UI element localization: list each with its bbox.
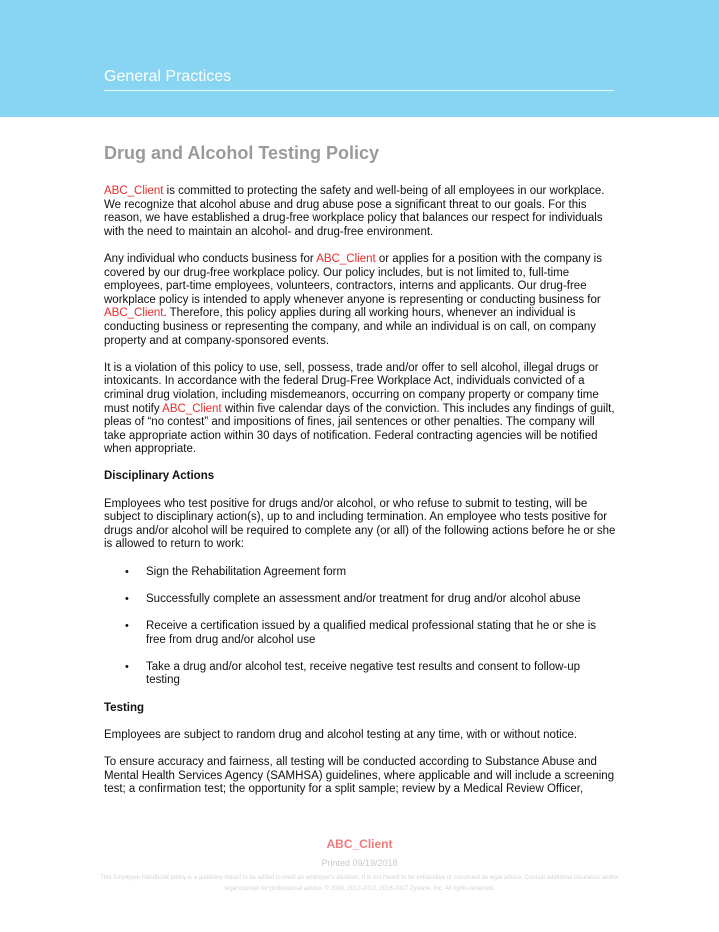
paragraph-text: Any individual who conducts business for (104, 252, 317, 265)
footer-printed-date: Printed 09/19/2018 (321, 858, 398, 868)
paragraph-text: or applies for a position with the company is covered by our drug-free workplace policy. Our policy includes, but is not limited to, full-time employees, part-time employees, volunteers, contractors, interns and applicants. Our drug-free workplace policy is intended to apply whenever anyone is representing or conducting business for (104, 252, 602, 306)
list-item: • Receive a certification issued by a qualified medical professional stating that he or she is free from drug and/or alcohol use (125, 620, 597, 646)
heading-disciplinary-actions: Disciplinary Actions (104, 470, 215, 483)
list-item: • Sign the Rehabilitation Agreement form (125, 565, 347, 578)
footer-client-name: ABC_Client (326, 837, 393, 851)
client-name: ABC_Client (104, 185, 164, 197)
header-divider (104, 90, 614, 91)
client-name: ABC_Client (104, 307, 164, 320)
bullet-icon: • (125, 565, 129, 578)
paragraph-disciplinary-intro: Employees who test positive for drugs and/or alcohol, or who refuse to submit to testing, will be subject to disciplinary action(s), up to and including termination. An employee who tests positive for drugs and/or alcohol will be required to complete any (or all) of the following actions before he or she is allowed to return to work: (104, 497, 616, 551)
paragraph-coverage (104, 253, 616, 348)
paragraph-text: It is a violation of this policy to use, sell, possess, trade and/or offer to sell alcohol, illegal drugs or intoxicants. In accordance with the federal Drug-Free Workplace Act, individuals convicted of a criminal drug violation, including misdemeanors, occurring on company property or company time must notify (104, 361, 599, 415)
paragraph-testing-random: Employees are subject to random drug and alcohol testing at any time, with or without notice. (104, 728, 578, 741)
paragraph-text: . Therefore, this policy applies during all working hours, whenever an individual is conducting business or representing the company, and while an individual is on call, on company property and at company-sponsored events. (104, 307, 597, 347)
client-name: ABC_Client (316, 252, 376, 265)
paragraph-testing-accuracy: To ensure accuracy and fairness, all testing will be conducted according to Substance Abuse and Mental Health Services Agency (SAMHSA) guidelines, where applicable and will include a screening test; a confirmation test; the opportunity for a split sample; review by a Medical Review Officer, (104, 755, 615, 796)
document-body (104, 185, 616, 810)
paragraph-text: within five calendar days of the conviction. This includes any findings of guilt, pleas of “no contest” and impositions of fines, jail sentences or other penalties. The company will take appropriate action within 30 days of notification. Federal contracting agencies will be notified when appropriate. (104, 402, 615, 456)
bullet-icon: • (125, 592, 129, 605)
paragraph-text: is committed to protecting the safety and well-being of all employees in our workplace. We recognize that alcohol abuse and drug abuse pose a significant threat to our goals. For this reason, we have established a drug-free workplace policy that balances our respect for individuals with the need to maintain an alcohol- and drug-free environment. (104, 185, 605, 238)
footer-disclaimer: This Employee Handbook policy is a guideline meant to be edited to meet an employer's situation. It is not meant to be exhaustive or construed as legal advice. Consult additional insurance and/or legal counsel for professional advice. © 2008, 2012-2013, 2016-2017 Zywave, Inc. All rights reserved. (100, 875, 619, 892)
header-section-title: General Practices (104, 68, 232, 85)
list-item: • Successfully complete an assessment and/or treatment for drug and/or alcohol abuse (125, 592, 581, 605)
list-item: • Take a drug and/or alcohol test, receive negative test results and consent to follow-up testing (125, 660, 581, 687)
bullet-icon: • (125, 660, 129, 673)
heading-testing: Testing (104, 701, 145, 714)
paragraph-commitment (104, 185, 616, 239)
disciplinary-requirements-list (104, 566, 616, 688)
client-name: ABC_Client (162, 402, 222, 415)
document-title: Drug and Alcohol Testing Policy (104, 143, 380, 163)
header-band (0, 0, 719, 117)
paragraph-violation (104, 362, 616, 457)
bullet-icon: • (125, 620, 129, 632)
